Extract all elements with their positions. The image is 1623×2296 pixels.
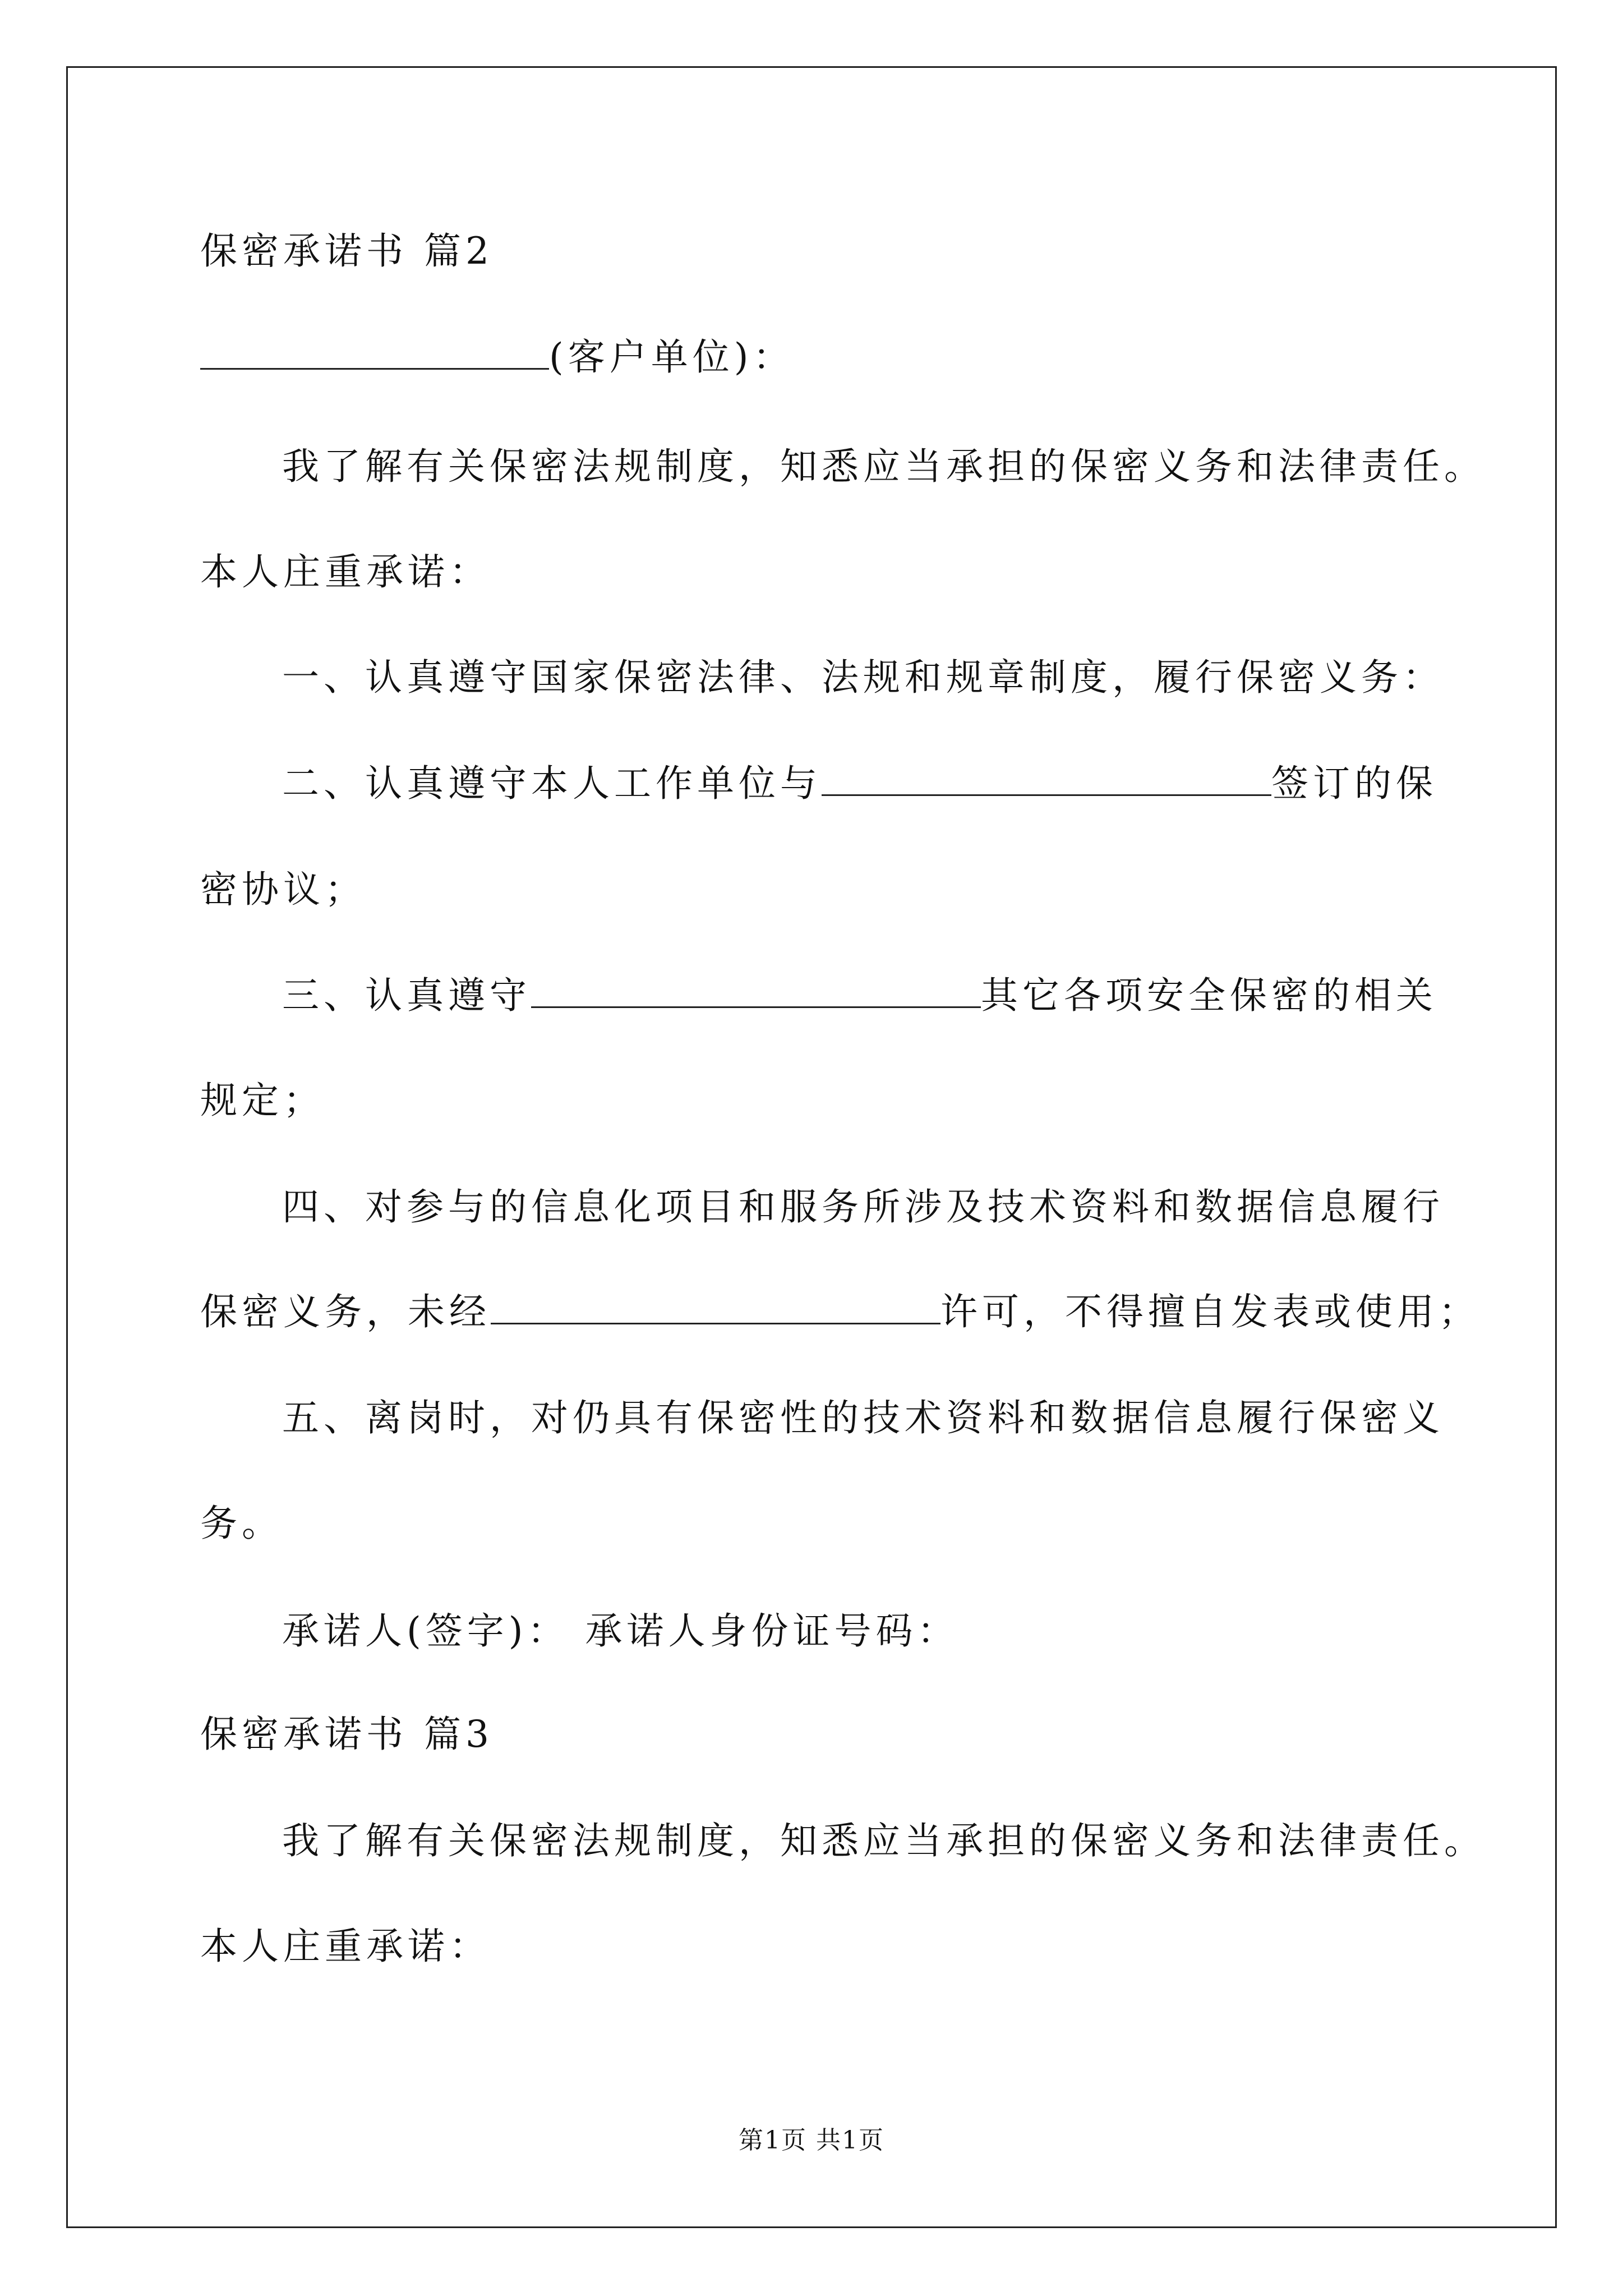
item-1: 一、认真遵守国家保密法律、法规和规章制度，履行保密义务：: [282, 656, 1444, 699]
item-4-text-b: 保密义务，未经: [200, 1290, 491, 1333]
item-2-text-b: 签订的保: [1271, 762, 1437, 805]
item-2-line-2: 密协议；: [200, 868, 366, 911]
organization-blank[interactable]: [531, 973, 981, 1008]
section2-title: 保密承诺书 篇2: [200, 229, 494, 273]
item-3-line-1: [282, 973, 1437, 1018]
item-3-text-b: 其它各项安全保密的相关: [981, 974, 1437, 1017]
item-4-line-1: 四、对参与的信息化项目和服务所涉及技术资料和数据信息履行: [282, 1185, 1444, 1228]
item-2-text-a: 二、认真遵守本人工作单位与: [282, 762, 822, 805]
page-footer: 第1页 共1页: [739, 2126, 884, 2155]
client-unit-blank[interactable]: [200, 334, 549, 370]
item-4-text-c: 许可，不得擅自发表或使用；: [940, 1290, 1480, 1333]
item-2-line-1: [282, 761, 1437, 806]
item-3-text-a: 三、认真遵守: [282, 974, 531, 1017]
intro-line-2: 本人庄重承诺：: [200, 550, 491, 593]
work-unit-partner-blank[interactable]: [822, 761, 1271, 796]
permission-party-blank[interactable]: [491, 1289, 940, 1324]
item-5-line-2: 务。: [200, 1502, 283, 1545]
section3-title: 保密承诺书 篇3: [200, 1713, 494, 1756]
addressee-suffix: (客户单位)：: [549, 335, 795, 379]
page-frame: [66, 66, 1557, 2228]
addressee-line: [200, 334, 795, 380]
section3-intro-line-2: 本人庄重承诺：: [200, 1925, 491, 1968]
intro-line-1: 我了解有关保密法规制度，知悉应当承担的保密义务和法律责任。: [282, 445, 1486, 488]
item-5-line-1: 五、离岗时，对仍具有保密性的技术资料和数据信息履行保密义: [282, 1396, 1444, 1439]
signature-line: 承诺人(签字)： 承诺人身份证号码：: [282, 1609, 959, 1653]
item-3-line-2: 规定；: [200, 1079, 325, 1122]
item-4-line-2: [200, 1289, 1480, 1335]
section3-intro-line-1: 我了解有关保密法规制度，知悉应当承担的保密义务和法律责任。: [282, 1819, 1486, 1862]
